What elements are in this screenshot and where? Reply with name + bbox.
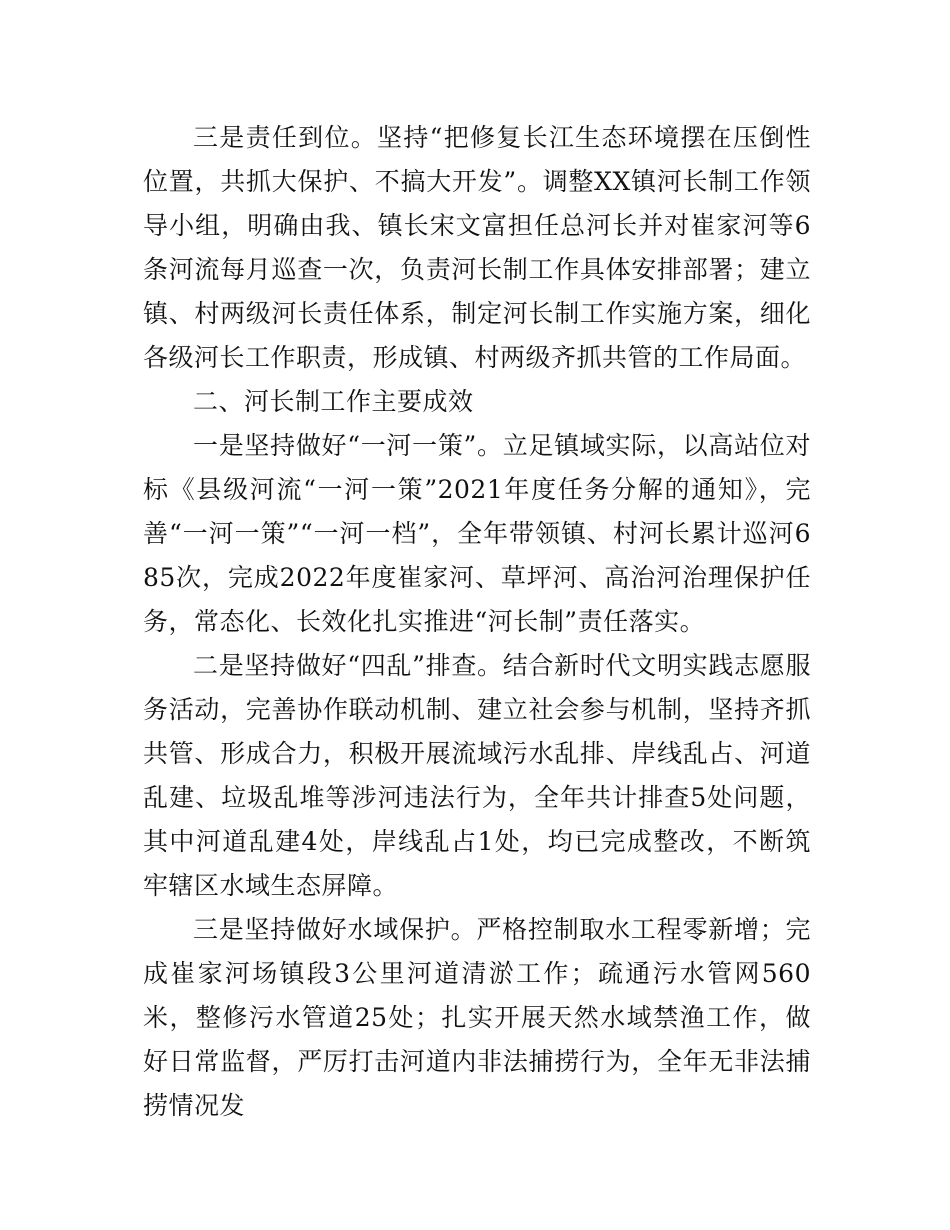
paragraph-water-protection: 三是坚持做好水域保护。严格控制取水工程零新增；完成崔家河场镇段3公里河道清淤工作；疏通污水管网560米，整修污水管道25处；扎实开展天然水域禁渔工作，做好日常监督，严厉打击河道内非法捕捞行为，全年无非法捕捞情况发 (143, 915, 811, 1120)
document-body (143, 116, 811, 1128)
paragraph-four-disorders: 二是坚持做好“四乱”排查。结合新时代文明实践志愿服务活动，完善协作联动机制、建立社会参与机制，坚持齐抓共管、形成合力，积极开展流域污水乱排、岸线乱占、河道乱建、垃圾乱堆等涉河违法行为，全年共计排查5处问题，其中河道乱建4处，岸线乱占1处，均已完成整改，不断筑牢辖区水域生态屏障。 (143, 651, 811, 900)
paragraph-one-river-one-policy: 一是坚持做好“一河一策”。立足镇域实际，以高站位对标《县级河流“一河一策”2021年度任务分解的通知》，完善“一河一策”“一河一档”，全年带领镇、村河长累计巡河685次，完成2022年度崔家河、草坪河、高治河治理保护任务，常态化、长效化扎实推进“河长制”责任落实。 (143, 431, 811, 636)
paragraph-responsibility: 三是责任到位。坚持“把修复长江生态环境摆在压倒性位置，共抓大保护、不搞大开发”。调整XX镇河长制工作领导小组，明确由我、镇长宋文富担任总河长并对崔家河等6条河流每月巡查一次，负责河长制工作具体安排部署；建立镇、村两级河长责任体系，制定河长制工作实施方案，细化各级河长工作职责，形成镇、村两级齐抓共管的工作局面。 (143, 123, 811, 372)
section-heading-achievements: 二、河长制工作主要成效 (193, 387, 474, 416)
